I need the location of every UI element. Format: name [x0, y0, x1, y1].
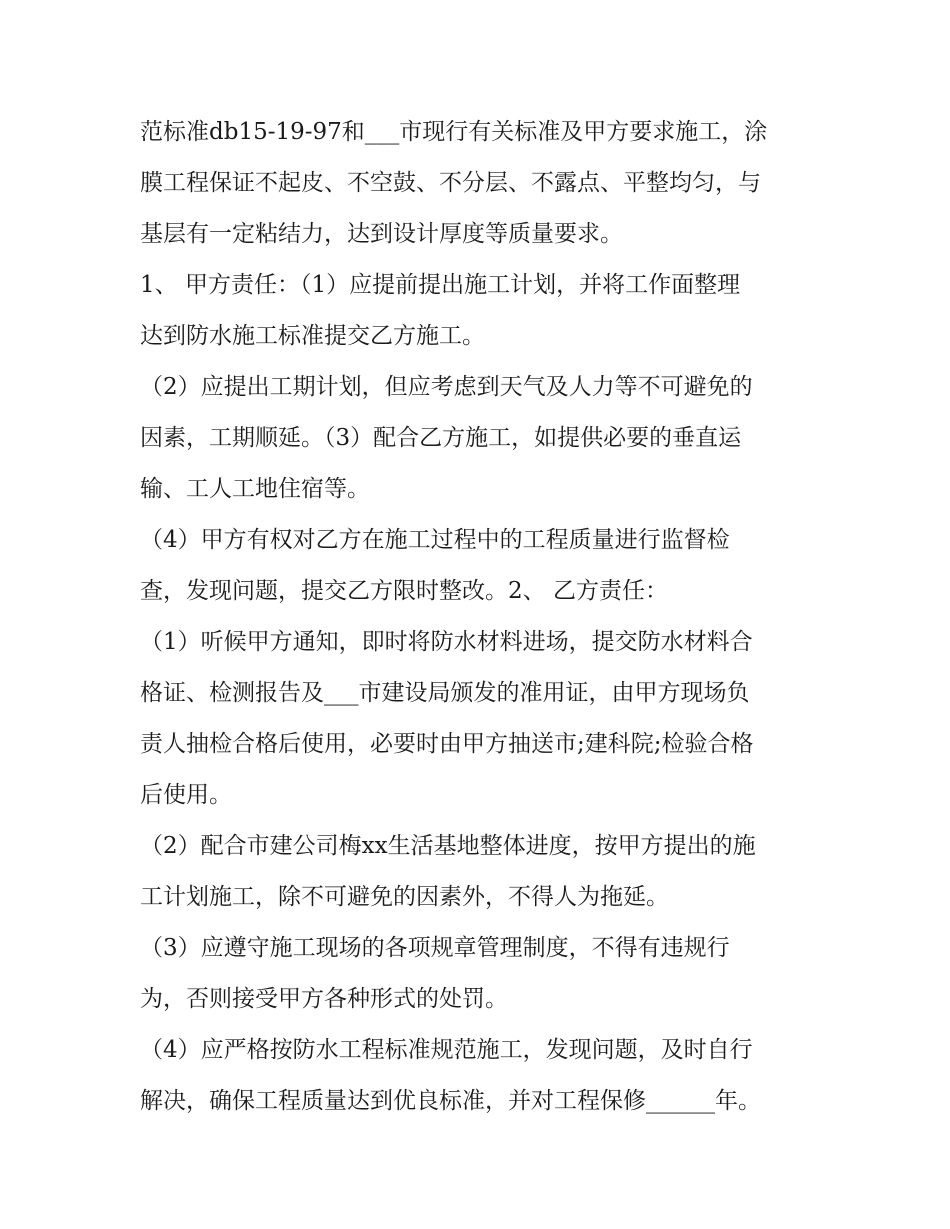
text-line: 工计划施工，除不可避免的因素外，不得人为拖延。: [140, 884, 669, 910]
text-line: 范标准db15-19-97和___市现行有关标准及甲方要求施工，涂: [140, 119, 768, 145]
text-line: 责人抽检合格后使用，必要时由甲方抽送市;建科院;检验合格: [140, 731, 754, 757]
text-line: 1、 甲方责任：（1）应提前提出施工计划，并将工作面整理: [140, 272, 741, 298]
text-line: （1）听候甲方通知，即时将防水材料进场，提交防水材料合: [140, 629, 753, 655]
text-line: 膜工程保证不起皮、不空鼓、不分层、不露点、平整均匀，与: [140, 170, 761, 196]
text-line: 解决，确保工程质量达到优良标准，并对工程保修______年。: [140, 1088, 761, 1114]
text-line: （2）应提出工期计划，但应考虑到天气及人力等不可避免的: [140, 374, 753, 400]
text-line: 后使用。: [140, 782, 232, 808]
text-line: 格证、检测报告及___市建设局颁发的准用证，由甲方现场负: [140, 680, 750, 706]
text-line: （2）配合市建公司梅xx生活基地整体进度，按甲方提出的施: [140, 833, 756, 859]
text-line: （4）甲方有权对乙方在施工过程中的工程质量进行监督检: [140, 527, 730, 553]
text-line: 输、工人工地住宿等。: [140, 476, 370, 502]
text-line: 基层有一定粘结力，达到设计厚度等质量要求。: [140, 221, 623, 247]
text-line: 查，发现问题，提交乙方限时整改。2、 乙方责任：: [140, 578, 668, 604]
text-line: 为，否则接受甲方各种形式的处罚。: [140, 986, 508, 1012]
text-line: 达到防水施工标准提交乙方施工。: [140, 323, 485, 349]
text-line: 因素，工期顺延。（3）配合乙方施工，如提供必要的垂直运: [140, 425, 742, 451]
text-line: （3）应遵守施工现场的各项规章管理制度，不得有违规行: [140, 935, 730, 961]
text-line: （4）应严格按防水工程标准规范施工，发现问题，及时自行: [140, 1037, 753, 1063]
document-body: [140, 107, 840, 1127]
